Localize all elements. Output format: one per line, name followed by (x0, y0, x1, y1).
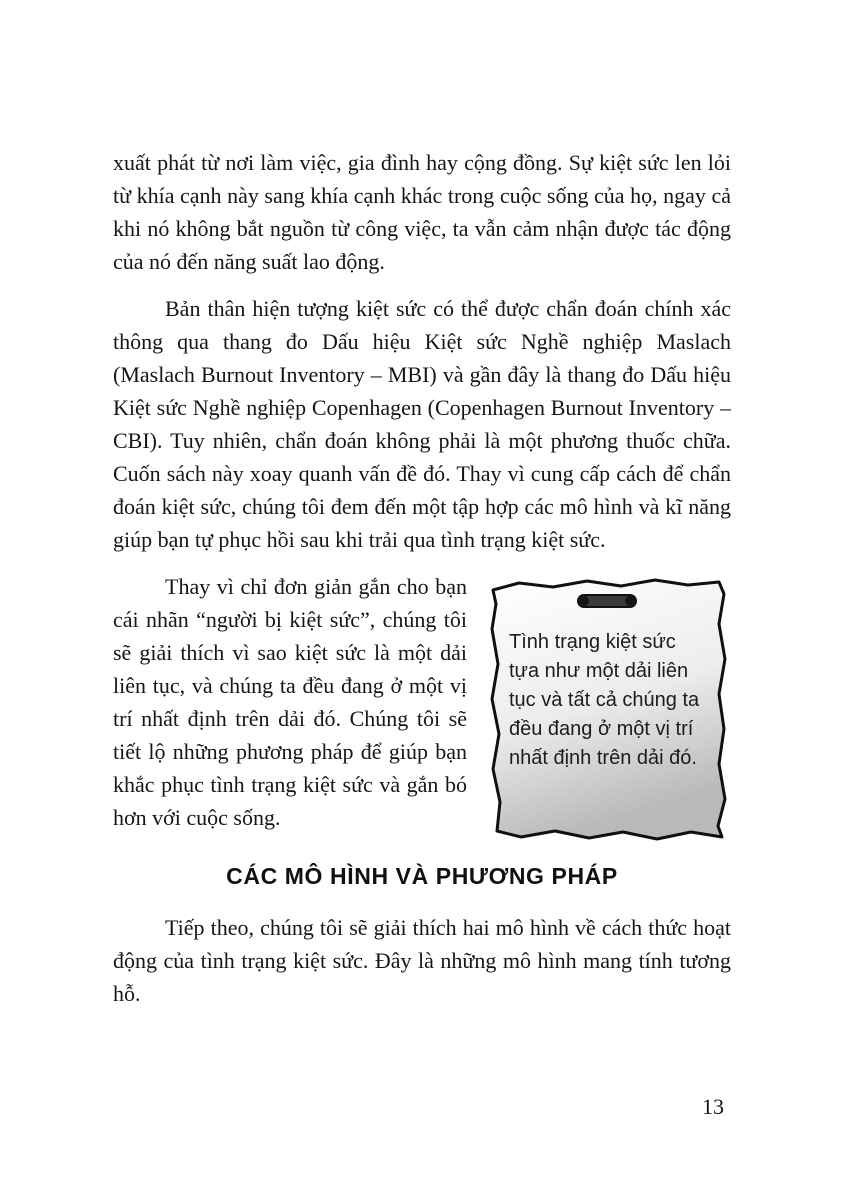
page-content (113, 146, 731, 1024)
paragraph-with-note (113, 570, 731, 834)
note-text: Tình trạng kiệt sức tựa như một dải liên tục và tất cả chúng ta đều đang ở một vị trí nhất định trên dải đó. (509, 631, 700, 769)
page-number: 13 (702, 1094, 724, 1119)
paragraph: Tiếp theo, chúng tôi sẽ giải thích hai mô hình về cách thức hoạt động của tình trạng kiệt sức. Đây là những mô hình mang tính tương hỗ. (113, 915, 731, 1006)
paragraph-text: Thay vì chỉ đơn giản gắn cho bạn cái nhãn “người bị kiệt sức”, chúng tôi sẽ giải thích vì sao kiệt sức là một dải liên tục, và chúng ta đều đang ở một vị trí nhất định trên dải đó. Chúng tôi sẽ tiết lộ những phương pháp để giúp bạn khắc phục tình trạng kiệt sức và gắn bó hơn với cuộc sống. (113, 574, 467, 830)
pull-quote-note (483, 574, 731, 847)
section-heading: CÁC MÔ HÌNH VÀ PHƯƠNG PHÁP (226, 863, 618, 889)
paragraph: Bản thân hiện tượng kiệt sức có thể được chẩn đoán chính xác thông qua thang đo Dấu hiệu Kiệt sức Nghề nghiệp Maslach (Maslach Burnout Inventory – MBI) và gần đây là thang đo Dấu hiệu Kiệt sức Nghề nghiệp Copenhagen (Copenhagen Burnout Inventory – CBI). Tuy nhiên, chẩn đoán không phải là một phương thuốc chữa. Cuốn sách này xoay quanh vấn đề đó. Thay vì cung cấp cách để chẩn đoán kiệt sức, chúng tôi đem đến một tập hợp các mô hình và kĩ năng giúp bạn tự phục hồi sau khi trải qua tình trạng kiệt sức. (113, 296, 731, 552)
paragraph: xuất phát từ nơi làm việc, gia đình hay cộng đồng. Sự kiệt sức len lỏi từ khía cạnh này sang khía cạnh khác trong cuộc sống của họ, ngay cả khi nó không bắt nguồn từ công việc, ta vẫn cảm nhận được tác động của nó đến năng suất lao động. (113, 150, 731, 274)
pin-icon (578, 595, 636, 607)
